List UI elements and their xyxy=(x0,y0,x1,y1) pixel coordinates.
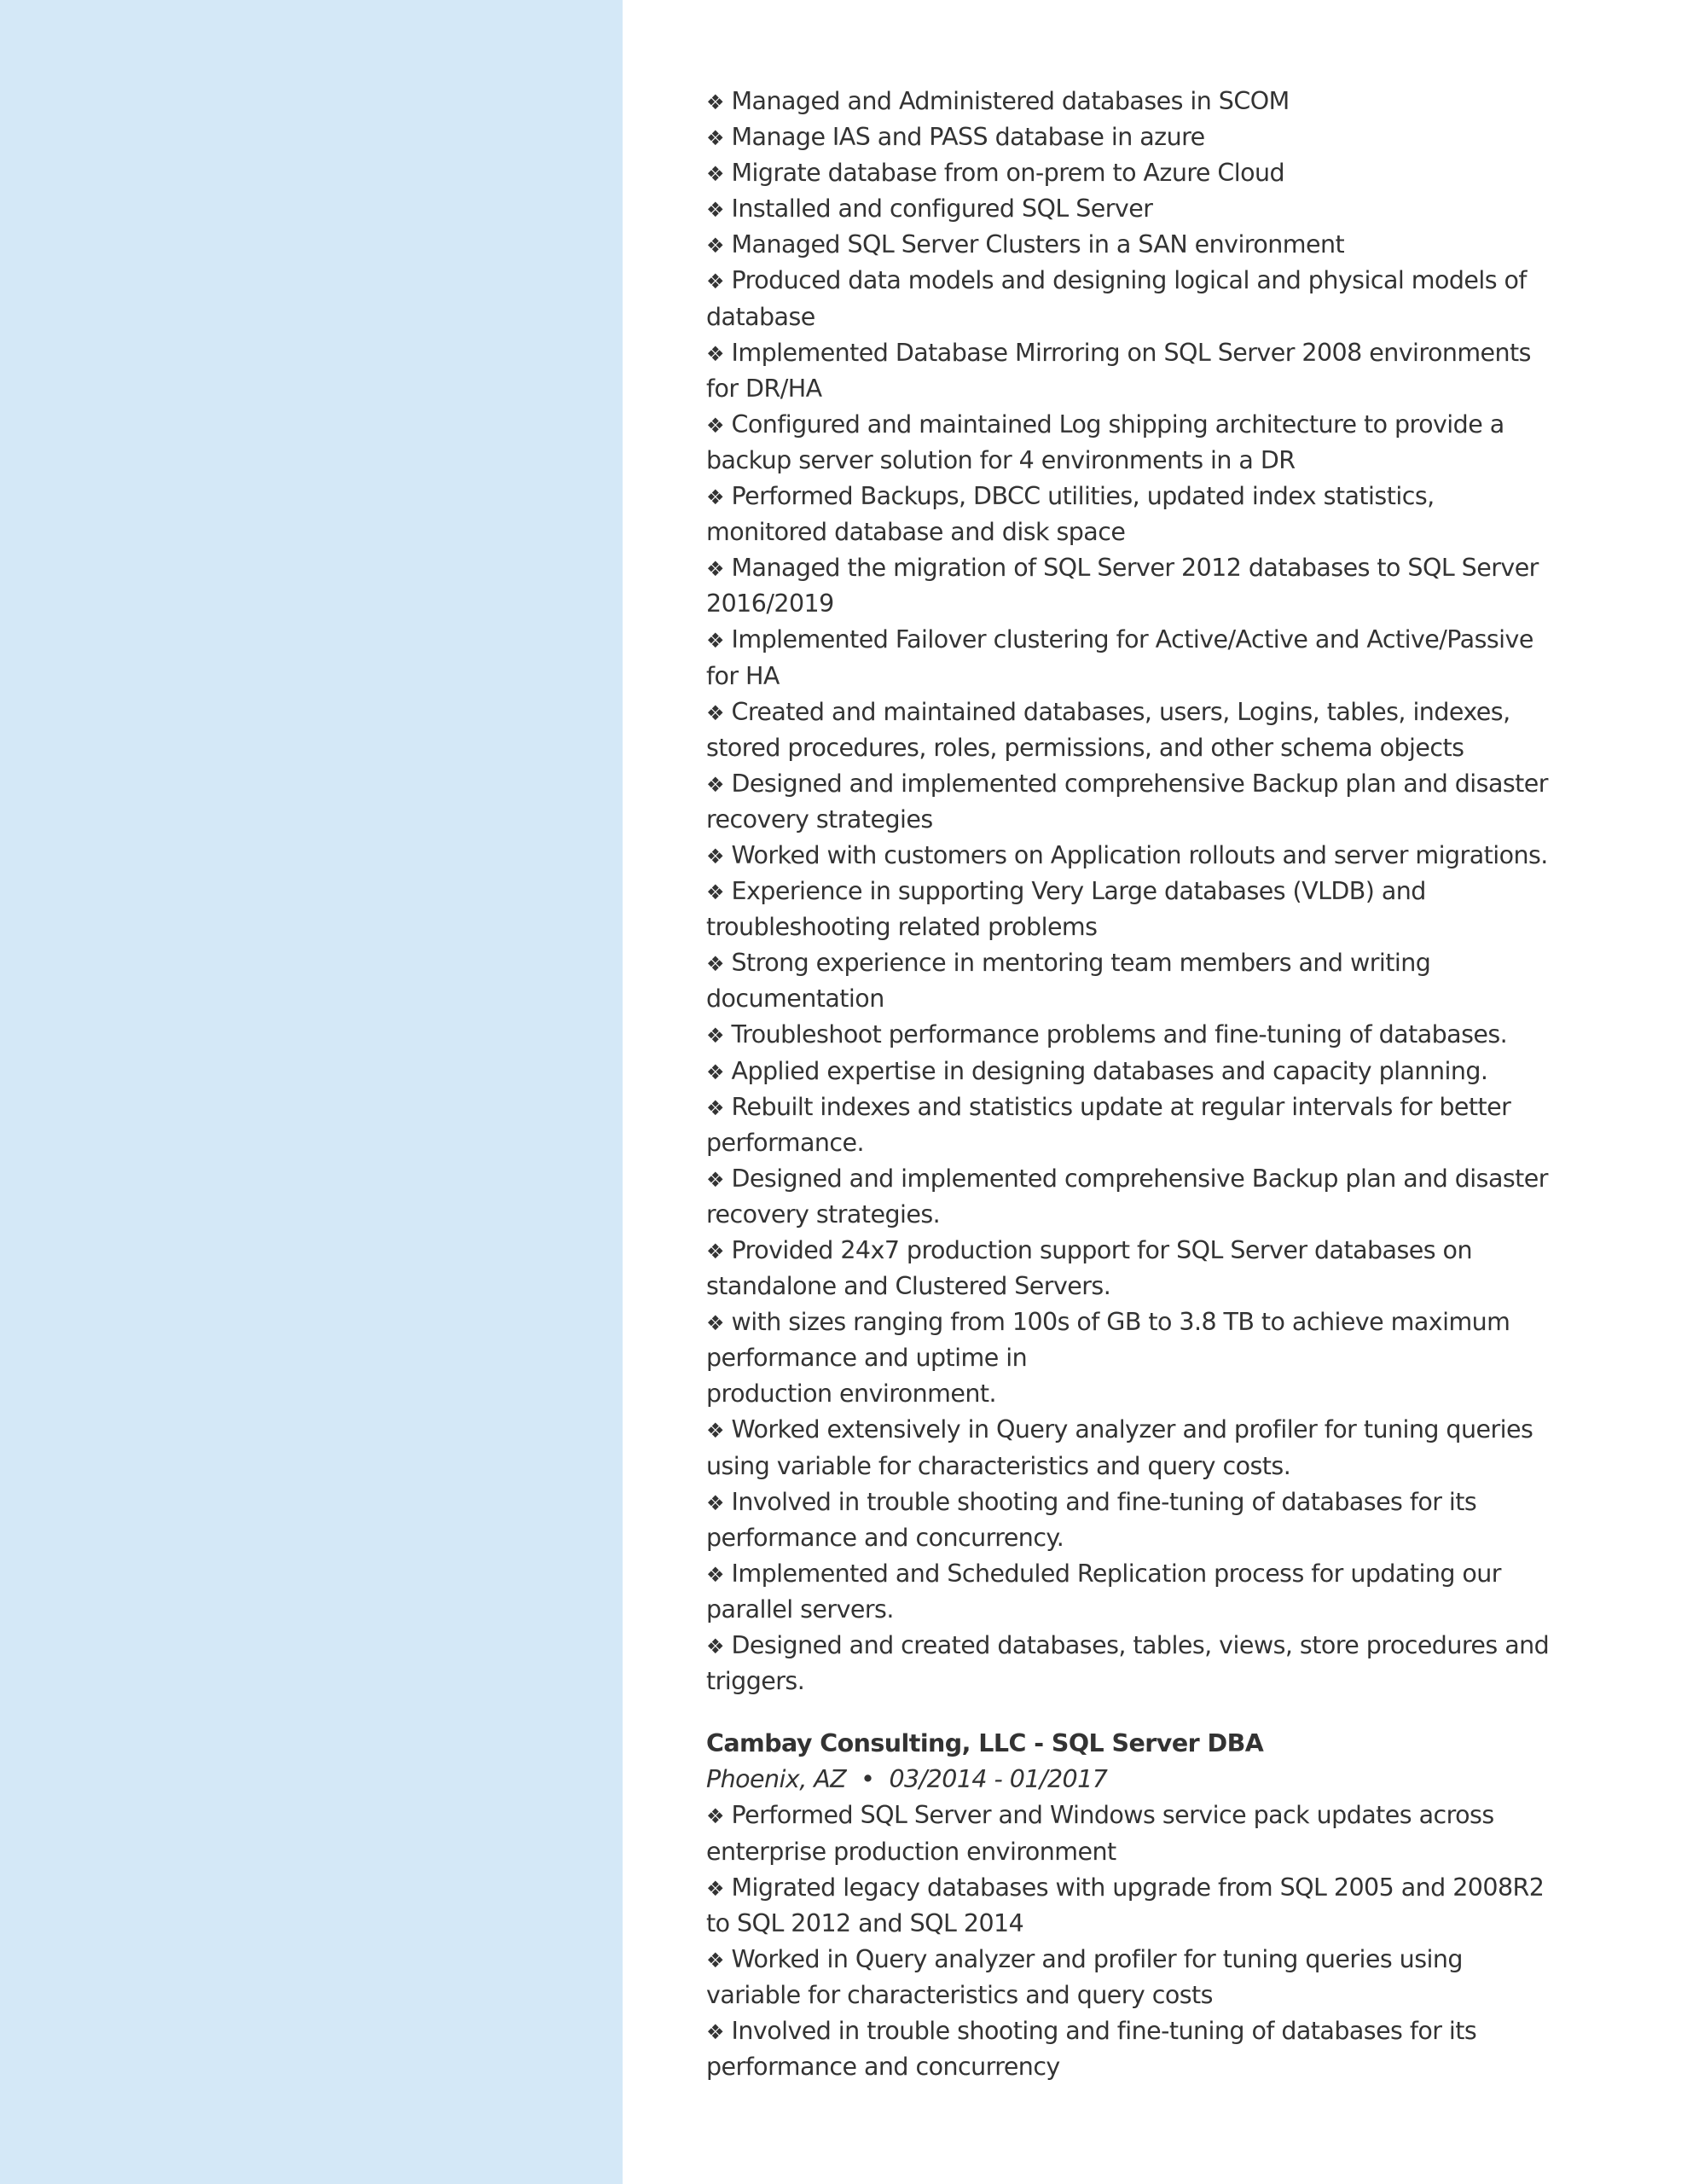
bullet-text: Worked with customers on Application rollouts and server migrations. xyxy=(731,840,1548,869)
list-item xyxy=(706,766,1661,838)
bullet-line xyxy=(706,1017,1661,1053)
bullet-text: Implemented Database Mirroring on SQL Server 2008 environments xyxy=(731,338,1531,367)
diamond-bullet-icon: ❖ xyxy=(706,1311,725,1336)
bullet-text: for DR/HA xyxy=(706,374,822,403)
list-item xyxy=(706,407,1661,479)
job-location-dates: Phoenix, AZ • 03/2014 - 01/2017 xyxy=(706,1765,1108,1794)
bullet-text: Managed and Administered databases in SCOM xyxy=(731,87,1290,115)
diamond-bullet-icon: ❖ xyxy=(706,126,725,151)
bullet-line xyxy=(706,84,1661,119)
bullet-text: Involved in trouble shooting and fine-tuning of databases for its xyxy=(731,2016,1477,2045)
list-item xyxy=(706,622,1661,694)
bullet-text: to SQL 2012 and SQL 2014 xyxy=(706,1908,1024,1937)
bullet-line xyxy=(706,874,1661,909)
bullet-line xyxy=(706,119,1661,155)
bullet-line xyxy=(706,2013,1661,2049)
bullet-continuation xyxy=(706,586,1661,622)
list-item xyxy=(706,1870,1661,1942)
bullet-text: backup server solution for 4 environments in a DR xyxy=(706,445,1296,474)
diamond-bullet-icon: ❖ xyxy=(706,198,725,223)
bullet-continuation xyxy=(706,1520,1661,1556)
bullet-continuation xyxy=(706,1197,1661,1233)
bullet-text: Implemented Failover clustering for Active/Active and Active/Passive xyxy=(731,625,1533,654)
bullet-text: Managed SQL Server Clusters in a SAN environment xyxy=(731,230,1345,259)
bullet-text: for HA xyxy=(706,661,780,690)
sidebar-panel xyxy=(0,0,623,2184)
list-item xyxy=(706,874,1661,945)
bullet-text: Configured and maintained Log shipping architecture to provide a xyxy=(731,410,1504,439)
list-item xyxy=(706,84,1661,119)
diamond-bullet-icon: ❖ xyxy=(706,2019,725,2044)
diamond-bullet-icon: ❖ xyxy=(706,1095,725,1120)
list-item xyxy=(706,263,1661,334)
bullet-line xyxy=(706,1628,1661,1664)
bullet-line xyxy=(706,191,1661,227)
bullet-line xyxy=(706,838,1661,874)
bullet-line xyxy=(706,335,1661,371)
bullet-line xyxy=(706,622,1661,658)
bullet-text: Migrate database from on-prem to Azure Cloud xyxy=(731,159,1285,188)
list-item xyxy=(706,1484,1661,1556)
bullet-continuation xyxy=(706,730,1661,766)
bullet-line xyxy=(706,945,1661,981)
bullet-line xyxy=(706,1870,1661,1906)
list-item xyxy=(706,694,1661,766)
bullet-continuation xyxy=(706,2049,1661,2085)
diamond-bullet-icon: ❖ xyxy=(706,1490,725,1515)
bullet-line xyxy=(706,1233,1661,1269)
bullet-continuation xyxy=(706,1269,1661,1304)
diamond-bullet-icon: ❖ xyxy=(706,1419,725,1443)
list-item xyxy=(706,1054,1661,1089)
bullet-text: variable for characteristics and query costs xyxy=(706,1980,1213,2009)
bullet-continuation xyxy=(706,1664,1661,1699)
bullet-continuation xyxy=(706,1978,1661,2013)
bullet-line xyxy=(706,263,1661,299)
list-item xyxy=(706,1556,1661,1628)
bullet-text: Designed and implemented comprehensive Backup plan and disaster xyxy=(731,1164,1548,1193)
bullet-text: documentation xyxy=(706,985,884,1014)
bullet-continuation xyxy=(706,1340,1661,1376)
bullet-text: Worked in Query analyzer and profiler for tuning queries using xyxy=(731,1944,1463,1973)
diamond-bullet-icon: ❖ xyxy=(706,1167,725,1192)
bullet-line xyxy=(706,1798,1661,1833)
bullet-text: Produced data models and designing logical and physical models of xyxy=(731,266,1527,295)
bullet-text: recovery strategies. xyxy=(706,1199,941,1228)
bullet-line xyxy=(706,1484,1661,1520)
bullet-text: Performed Backups, DBCC utilities, updated index statistics, xyxy=(731,482,1435,511)
bullet-text: Managed the migration of SQL Server 2012 databases to SQL Server xyxy=(731,554,1539,583)
diamond-bullet-icon: ❖ xyxy=(706,341,725,366)
bullet-continuation xyxy=(706,909,1661,945)
bullet-text: Implemented and Scheduled Replication process for updating our xyxy=(731,1559,1501,1588)
diamond-bullet-icon: ❖ xyxy=(706,700,725,725)
diamond-bullet-icon: ❖ xyxy=(706,880,725,905)
bullet-continuation xyxy=(706,299,1661,335)
list-item xyxy=(706,1942,1661,2013)
job-title: Cambay Consulting, LLC - SQL Server DBA xyxy=(706,1729,1264,1758)
bullet-text: parallel servers. xyxy=(706,1594,894,1623)
bullet-text: Created and maintained databases, users, Logins, tables, indexes, xyxy=(731,697,1510,726)
list-item xyxy=(706,227,1661,263)
list-item xyxy=(706,1628,1661,1699)
list-item xyxy=(706,155,1661,191)
bullet-line xyxy=(706,1161,1661,1197)
bullet-text: triggers. xyxy=(706,1667,805,1696)
bullet-continuation xyxy=(706,1376,1661,1412)
bullet-line xyxy=(706,479,1661,514)
bullet-text: Performed SQL Server and Windows service pack updates across xyxy=(731,1801,1494,1830)
section-spacer xyxy=(706,1699,1661,1726)
bullet-text: performance and uptime in xyxy=(706,1344,1028,1373)
bullet-line xyxy=(706,766,1661,802)
bullet-text: enterprise production environment xyxy=(706,1837,1116,1866)
diamond-bullet-icon: ❖ xyxy=(706,90,725,114)
bullet-text: troubleshooting related problems xyxy=(706,913,1098,942)
list-item xyxy=(706,550,1661,622)
bullet-text: Migrated legacy databases with upgrade from SQL 2005 and 2008R2 xyxy=(731,1873,1545,1902)
bullet-line xyxy=(706,407,1661,443)
list-item xyxy=(706,1089,1661,1161)
bullet-text: recovery strategies xyxy=(706,804,933,834)
job-responsibilities-list xyxy=(706,1798,1661,2085)
resume-content xyxy=(706,84,1661,2085)
diamond-bullet-icon: ❖ xyxy=(706,557,725,582)
bullet-text: Involved in trouble shooting and fine-tuning of databases for its xyxy=(731,1487,1477,1516)
list-item xyxy=(706,1412,1661,1484)
list-item xyxy=(706,1161,1661,1233)
bullet-line xyxy=(706,1942,1661,1978)
bullet-text: monitored database and disk space xyxy=(706,518,1126,547)
responsibilities-list xyxy=(706,84,1661,1699)
bullet-continuation xyxy=(706,1834,1661,1870)
bullet-text: performance and concurrency xyxy=(706,2053,1060,2082)
diamond-bullet-icon: ❖ xyxy=(706,1562,725,1587)
bullet-text: standalone and Clustered Servers. xyxy=(706,1272,1111,1301)
bullet-text: Manage IAS and PASS database in azure xyxy=(731,123,1205,152)
bullet-line xyxy=(706,1089,1661,1125)
bullet-line xyxy=(706,1304,1661,1340)
list-item xyxy=(706,945,1661,1017)
bullet-text: Provided 24x7 production support for SQL Server databases on xyxy=(731,1236,1472,1264)
bullet-text: performance. xyxy=(706,1128,864,1157)
bullet-continuation xyxy=(706,371,1661,407)
list-item xyxy=(706,119,1661,155)
bullet-continuation xyxy=(706,1449,1661,1484)
diamond-bullet-icon: ❖ xyxy=(706,413,725,438)
bullet-text: Experience in supporting Very Large databases (VLDB) and xyxy=(731,877,1426,906)
list-item xyxy=(706,1798,1661,1869)
bullet-line xyxy=(706,694,1661,730)
diamond-bullet-icon: ❖ xyxy=(706,270,725,294)
bullet-text: stored procedures, roles, permissions, and other schema objects xyxy=(706,733,1464,762)
list-item xyxy=(706,2013,1661,2085)
bullet-text: Designed and implemented comprehensive Backup plan and disaster xyxy=(731,769,1548,798)
bullet-continuation xyxy=(706,802,1661,838)
diamond-bullet-icon: ❖ xyxy=(706,1804,725,1829)
diamond-bullet-icon: ❖ xyxy=(706,1948,725,1972)
diamond-bullet-icon: ❖ xyxy=(706,1876,725,1901)
bullet-continuation xyxy=(706,1125,1661,1161)
diamond-bullet-icon: ❖ xyxy=(706,844,725,868)
diamond-bullet-icon: ❖ xyxy=(706,162,725,187)
bullet-continuation xyxy=(706,659,1661,694)
bullet-line xyxy=(706,155,1661,191)
bullet-line xyxy=(706,1054,1661,1089)
bullet-text: database xyxy=(706,302,815,331)
list-item xyxy=(706,1233,1661,1304)
bullet-line xyxy=(706,1556,1661,1592)
list-item xyxy=(706,1017,1661,1053)
diamond-bullet-icon: ❖ xyxy=(706,1024,725,1048)
diamond-bullet-icon: ❖ xyxy=(706,234,725,258)
bullet-continuation xyxy=(706,1592,1661,1628)
bullet-text: with sizes ranging from 100s of GB to 3.8 TB to achieve maximum xyxy=(731,1308,1510,1337)
diamond-bullet-icon: ❖ xyxy=(706,1240,725,1263)
bullet-line xyxy=(706,1412,1661,1448)
diamond-bullet-icon: ❖ xyxy=(706,952,725,977)
bullet-text: 2016/2019 xyxy=(706,590,834,619)
bullet-text: Designed and created databases, tables, views, store procedures and xyxy=(731,1631,1550,1660)
list-item xyxy=(706,838,1661,874)
bullet-text: Troubleshoot performance problems and fine-tuning of databases. xyxy=(731,1020,1508,1049)
diamond-bullet-icon: ❖ xyxy=(706,629,725,653)
bullet-continuation xyxy=(706,443,1661,479)
bullet-text: using variable for characteristics and query costs. xyxy=(706,1451,1291,1480)
bullet-line xyxy=(706,227,1661,263)
bullet-line xyxy=(706,550,1661,586)
bullet-text: performance and concurrency. xyxy=(706,1523,1064,1552)
bullet-text: Applied expertise in designing databases and capacity planning. xyxy=(731,1056,1488,1085)
bullet-continuation xyxy=(706,514,1661,550)
diamond-bullet-icon: ❖ xyxy=(706,1635,725,1659)
bullet-continuation xyxy=(706,1906,1661,1942)
bullet-text: Worked extensively in Query analyzer and profiler for tuning queries xyxy=(731,1415,1533,1444)
bullet-text: Rebuilt indexes and statistics update at regular intervals for better xyxy=(731,1092,1511,1121)
diamond-bullet-icon: ❖ xyxy=(706,485,725,510)
bullet-text: production environment. xyxy=(706,1380,997,1409)
list-item xyxy=(706,1304,1661,1412)
list-item xyxy=(706,479,1661,550)
list-item xyxy=(706,191,1661,227)
bullet-text: Installed and configured SQL Server xyxy=(731,195,1153,224)
bullet-continuation xyxy=(706,981,1661,1017)
bullet-text: Strong experience in mentoring team members and writing xyxy=(731,949,1431,978)
list-item xyxy=(706,335,1661,407)
diamond-bullet-icon: ❖ xyxy=(706,1060,725,1084)
diamond-bullet-icon: ❖ xyxy=(706,772,725,797)
